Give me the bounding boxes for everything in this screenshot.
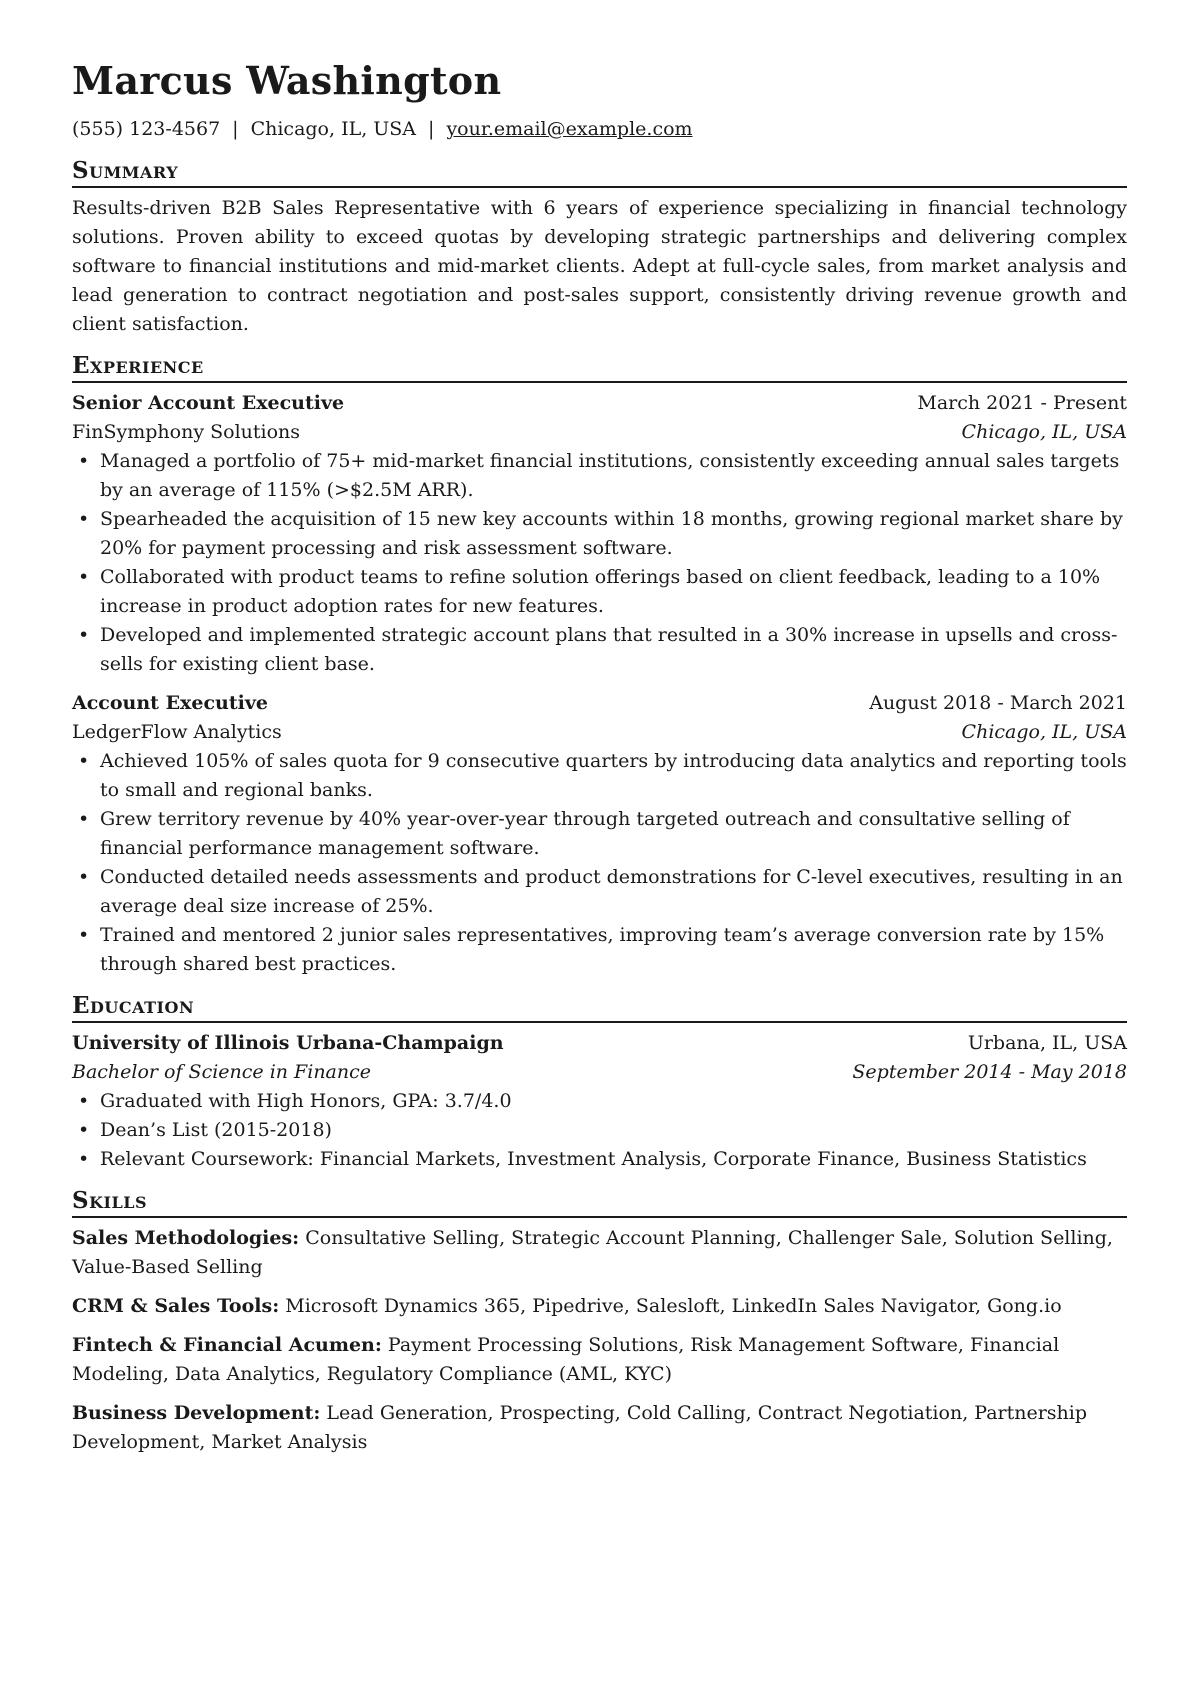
contact-line bbox=[72, 116, 1127, 142]
section-title-experience: Experience bbox=[72, 351, 1127, 383]
skill-value: Payment Processing Solutions, Risk Management Software, Financial Modeling, Data Analytics, Regulatory Compliance (AML, KYC) bbox=[72, 1334, 1060, 1385]
skills-section bbox=[72, 1186, 1127, 1457]
candidate-name: Marcus Washington bbox=[72, 58, 502, 103]
skill-label: CRM & Sales Tools: bbox=[72, 1295, 280, 1317]
skill-label: Business Development: bbox=[72, 1402, 321, 1424]
experience-section bbox=[72, 351, 1127, 979]
education-section bbox=[72, 991, 1127, 1174]
bullet-item: • Collaborated with product teams to refine solution offerings based on client feedback, leading to a 10% increase in product adoption rates for new features. bbox=[100, 563, 1127, 621]
degree: Bachelor of Science in Finance bbox=[72, 1061, 371, 1083]
education-bullets bbox=[72, 1087, 1127, 1174]
education-dates: September 2014 - May 2018 bbox=[852, 1061, 1127, 1083]
section-title-summary: Summary bbox=[72, 156, 1127, 188]
bullet-item: • Dean’s List (2015-2018) bbox=[100, 1116, 1127, 1145]
skill-value: Microsoft Dynamics 365, Pipedrive, Salesloft, LinkedIn Sales Navigator, Gong.io bbox=[285, 1295, 1062, 1317]
job-entry bbox=[72, 389, 1127, 679]
skill-label: Fintech & Financial Acumen: bbox=[72, 1334, 382, 1356]
summary-text: Results-driven B2B Sales Representative with 6 years of experience specializing in financial technology solutions. Proven ability to exceed quotas by developing strategic partnerships and delivering complex software to financial institutions and mid-market clients. Adept at full-cycle sales, from market analysis and lead generation to contract negotiation and post-sales support, consistently driving revenue growth and client satisfaction. bbox=[72, 197, 1127, 335]
email-link[interactable]: your.email@example.com bbox=[446, 118, 693, 140]
contact-separator: | bbox=[232, 118, 239, 140]
bullet-item: • Spearheaded the acquisition of 15 new key accounts within 18 months, growing regional market share by 20% for payment processing and risk assessment software. bbox=[100, 505, 1127, 563]
job-company: FinSymphony Solutions bbox=[72, 421, 301, 443]
bullet-item: • Grew territory revenue by 40% year-over-year through targeted outreach and consultative selling of financial performance management software. bbox=[100, 805, 1127, 863]
bullet-item: • Developed and implemented strategic account plans that resulted in a 30% increase in upsells and cross-sells for existing client base. bbox=[100, 621, 1127, 679]
section-title-skills: Skills bbox=[72, 1186, 1127, 1218]
skill-group bbox=[72, 1399, 1127, 1457]
skill-label: Sales Methodologies: bbox=[72, 1227, 300, 1249]
job-role: Account Executive bbox=[72, 692, 268, 714]
bullet-item: • Trained and mentored 2 junior sales representatives, improving team’s average conversion rate by 15% through shared best practices. bbox=[100, 921, 1127, 979]
bullet-item: • Achieved 105% of sales quota for 9 consecutive quarters by introducing data analytics and reporting tools to small and regional banks. bbox=[100, 747, 1127, 805]
summary-section bbox=[72, 156, 1127, 339]
job-company: LedgerFlow Analytics bbox=[72, 721, 282, 743]
contact-separator: | bbox=[428, 118, 435, 140]
skill-value: Consultative Selling, Strategic Account Planning, Challenger Sale, Solution Selling, Value-Based Selling bbox=[72, 1227, 1113, 1278]
job-location: Chicago, IL, USA bbox=[961, 721, 1127, 743]
job-bullets bbox=[72, 447, 1127, 679]
school-name: University of Illinois Urbana-Champaign bbox=[72, 1032, 504, 1054]
bullet-item: • Relevant Coursework: Financial Markets, Investment Analysis, Corporate Finance, Business Statistics bbox=[100, 1145, 1127, 1174]
section-title-education: Education bbox=[72, 991, 1127, 1023]
skill-group bbox=[72, 1224, 1127, 1282]
location: Chicago, IL, USA bbox=[250, 118, 417, 140]
skill-value: Lead Generation, Prospecting, Cold Calling, Contract Negotiation, Partnership Development, Market Analysis bbox=[72, 1402, 1088, 1453]
skill-group bbox=[72, 1331, 1127, 1389]
job-location: Chicago, IL, USA bbox=[961, 421, 1127, 443]
job-role: Senior Account Executive bbox=[72, 392, 345, 414]
school-location: Urbana, IL, USA bbox=[967, 1032, 1127, 1054]
bullet-item: • Managed a portfolio of 75+ mid-market financial institutions, consistently exceeding annual sales targets by an average of 115% (>$2.5M ARR). bbox=[100, 447, 1127, 505]
bullet-item: • Conducted detailed needs assessments and product demonstrations for C-level executives, resulting in an average deal size increase of 25%. bbox=[100, 863, 1127, 921]
skill-group bbox=[72, 1292, 1127, 1321]
job-bullets bbox=[72, 747, 1127, 979]
job-dates: March 2021 - Present bbox=[917, 392, 1127, 414]
job-dates: August 2018 - March 2021 bbox=[869, 692, 1127, 714]
bullet-item: • Graduated with High Honors, GPA: 3.7/4.0 bbox=[100, 1087, 1127, 1116]
phone-number: (555) 123-4567 bbox=[72, 118, 221, 140]
job-entry bbox=[72, 689, 1127, 979]
